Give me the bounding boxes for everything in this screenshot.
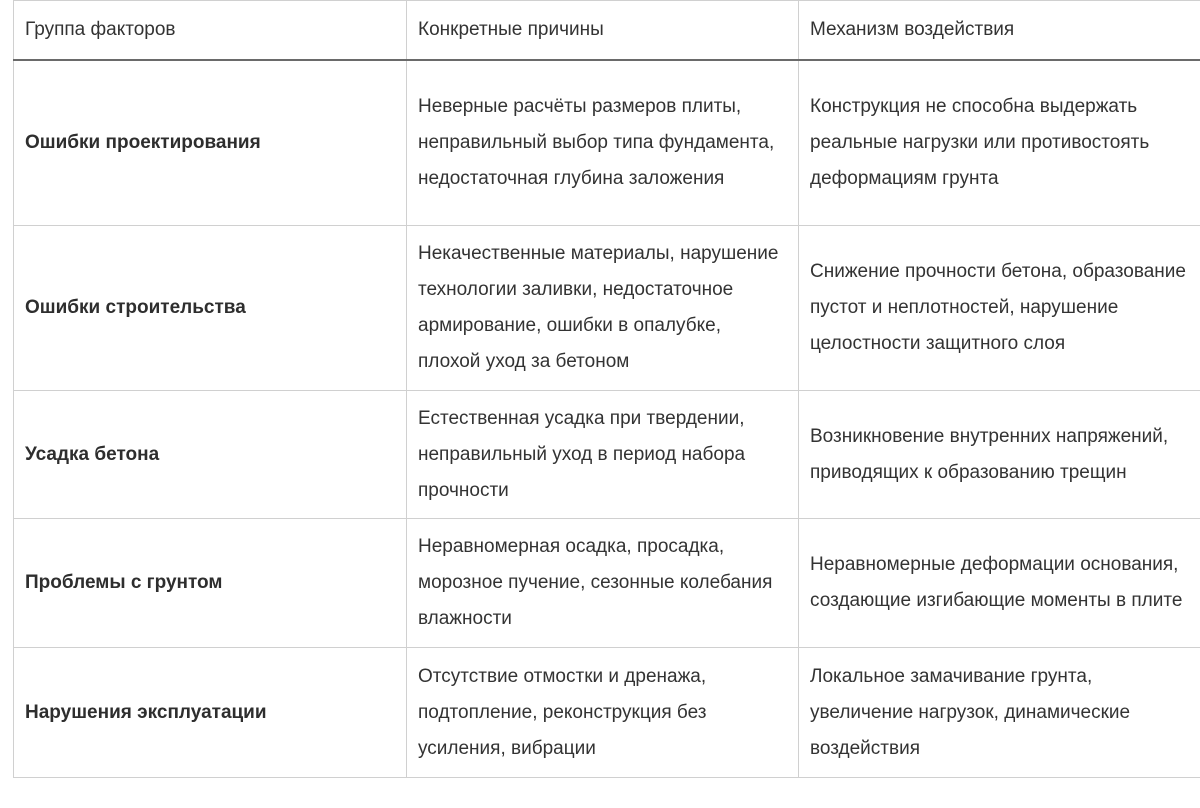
- table-row: [14, 391, 1200, 519]
- group-cell: Ошибки строительства: [14, 226, 407, 391]
- causes-cell: Некачественные материалы, нарушение технологии заливки, недостаточное армирование, ошибки в опалубке, плохой уход за бетоном: [407, 226, 799, 391]
- factors-table: [13, 0, 1200, 778]
- causes-cell: Естественная усадка при твердении, неправильный уход в период набора прочности: [407, 391, 799, 519]
- causes-cell: Отсутствие отмостки и дренажа, подтопление, реконструкция без усиления, вибрации: [407, 648, 799, 778]
- mechanism-cell: Локальное замачивание грунта, увеличение нагрузок, динамические воздействия: [799, 648, 1200, 778]
- factors-table-container: [13, 0, 1200, 778]
- table-row: [14, 60, 1200, 226]
- table-row: [14, 519, 1200, 648]
- table-header: [14, 1, 1200, 61]
- group-cell: Ошибки проектирования: [14, 60, 407, 226]
- mechanism-cell: Неравномерные деформации основания, создающие изгибающие моменты в плите: [799, 519, 1200, 648]
- header-causes: Конкретные причины: [407, 1, 799, 61]
- header-row: [14, 1, 1200, 61]
- group-cell: Усадка бетона: [14, 391, 407, 519]
- header-mechanism: Механизм воздействия: [799, 1, 1200, 61]
- header-group: Группа факторов: [14, 1, 407, 61]
- mechanism-cell: Возникновение внутренних напряжений, приводящих к образованию трещин: [799, 391, 1200, 519]
- mechanism-cell: Конструкция не способна выдержать реальные нагрузки или противостоять деформациям грунта: [799, 60, 1200, 226]
- group-cell: Проблемы с грунтом: [14, 519, 407, 648]
- table-body: [14, 60, 1200, 778]
- table-row: [14, 648, 1200, 778]
- group-cell: Нарушения эксплуатации: [14, 648, 407, 778]
- causes-cell: Неверные расчёты размеров плиты, неправильный выбор типа фундамента, недостаточная глубина заложения: [407, 60, 799, 226]
- causes-cell: Неравномерная осадка, просадка, морозное пучение, сезонные колебания влажности: [407, 519, 799, 648]
- mechanism-cell: Снижение прочности бетона, образование пустот и неплотностей, нарушение целостности защитного слоя: [799, 226, 1200, 391]
- table-row: [14, 226, 1200, 391]
